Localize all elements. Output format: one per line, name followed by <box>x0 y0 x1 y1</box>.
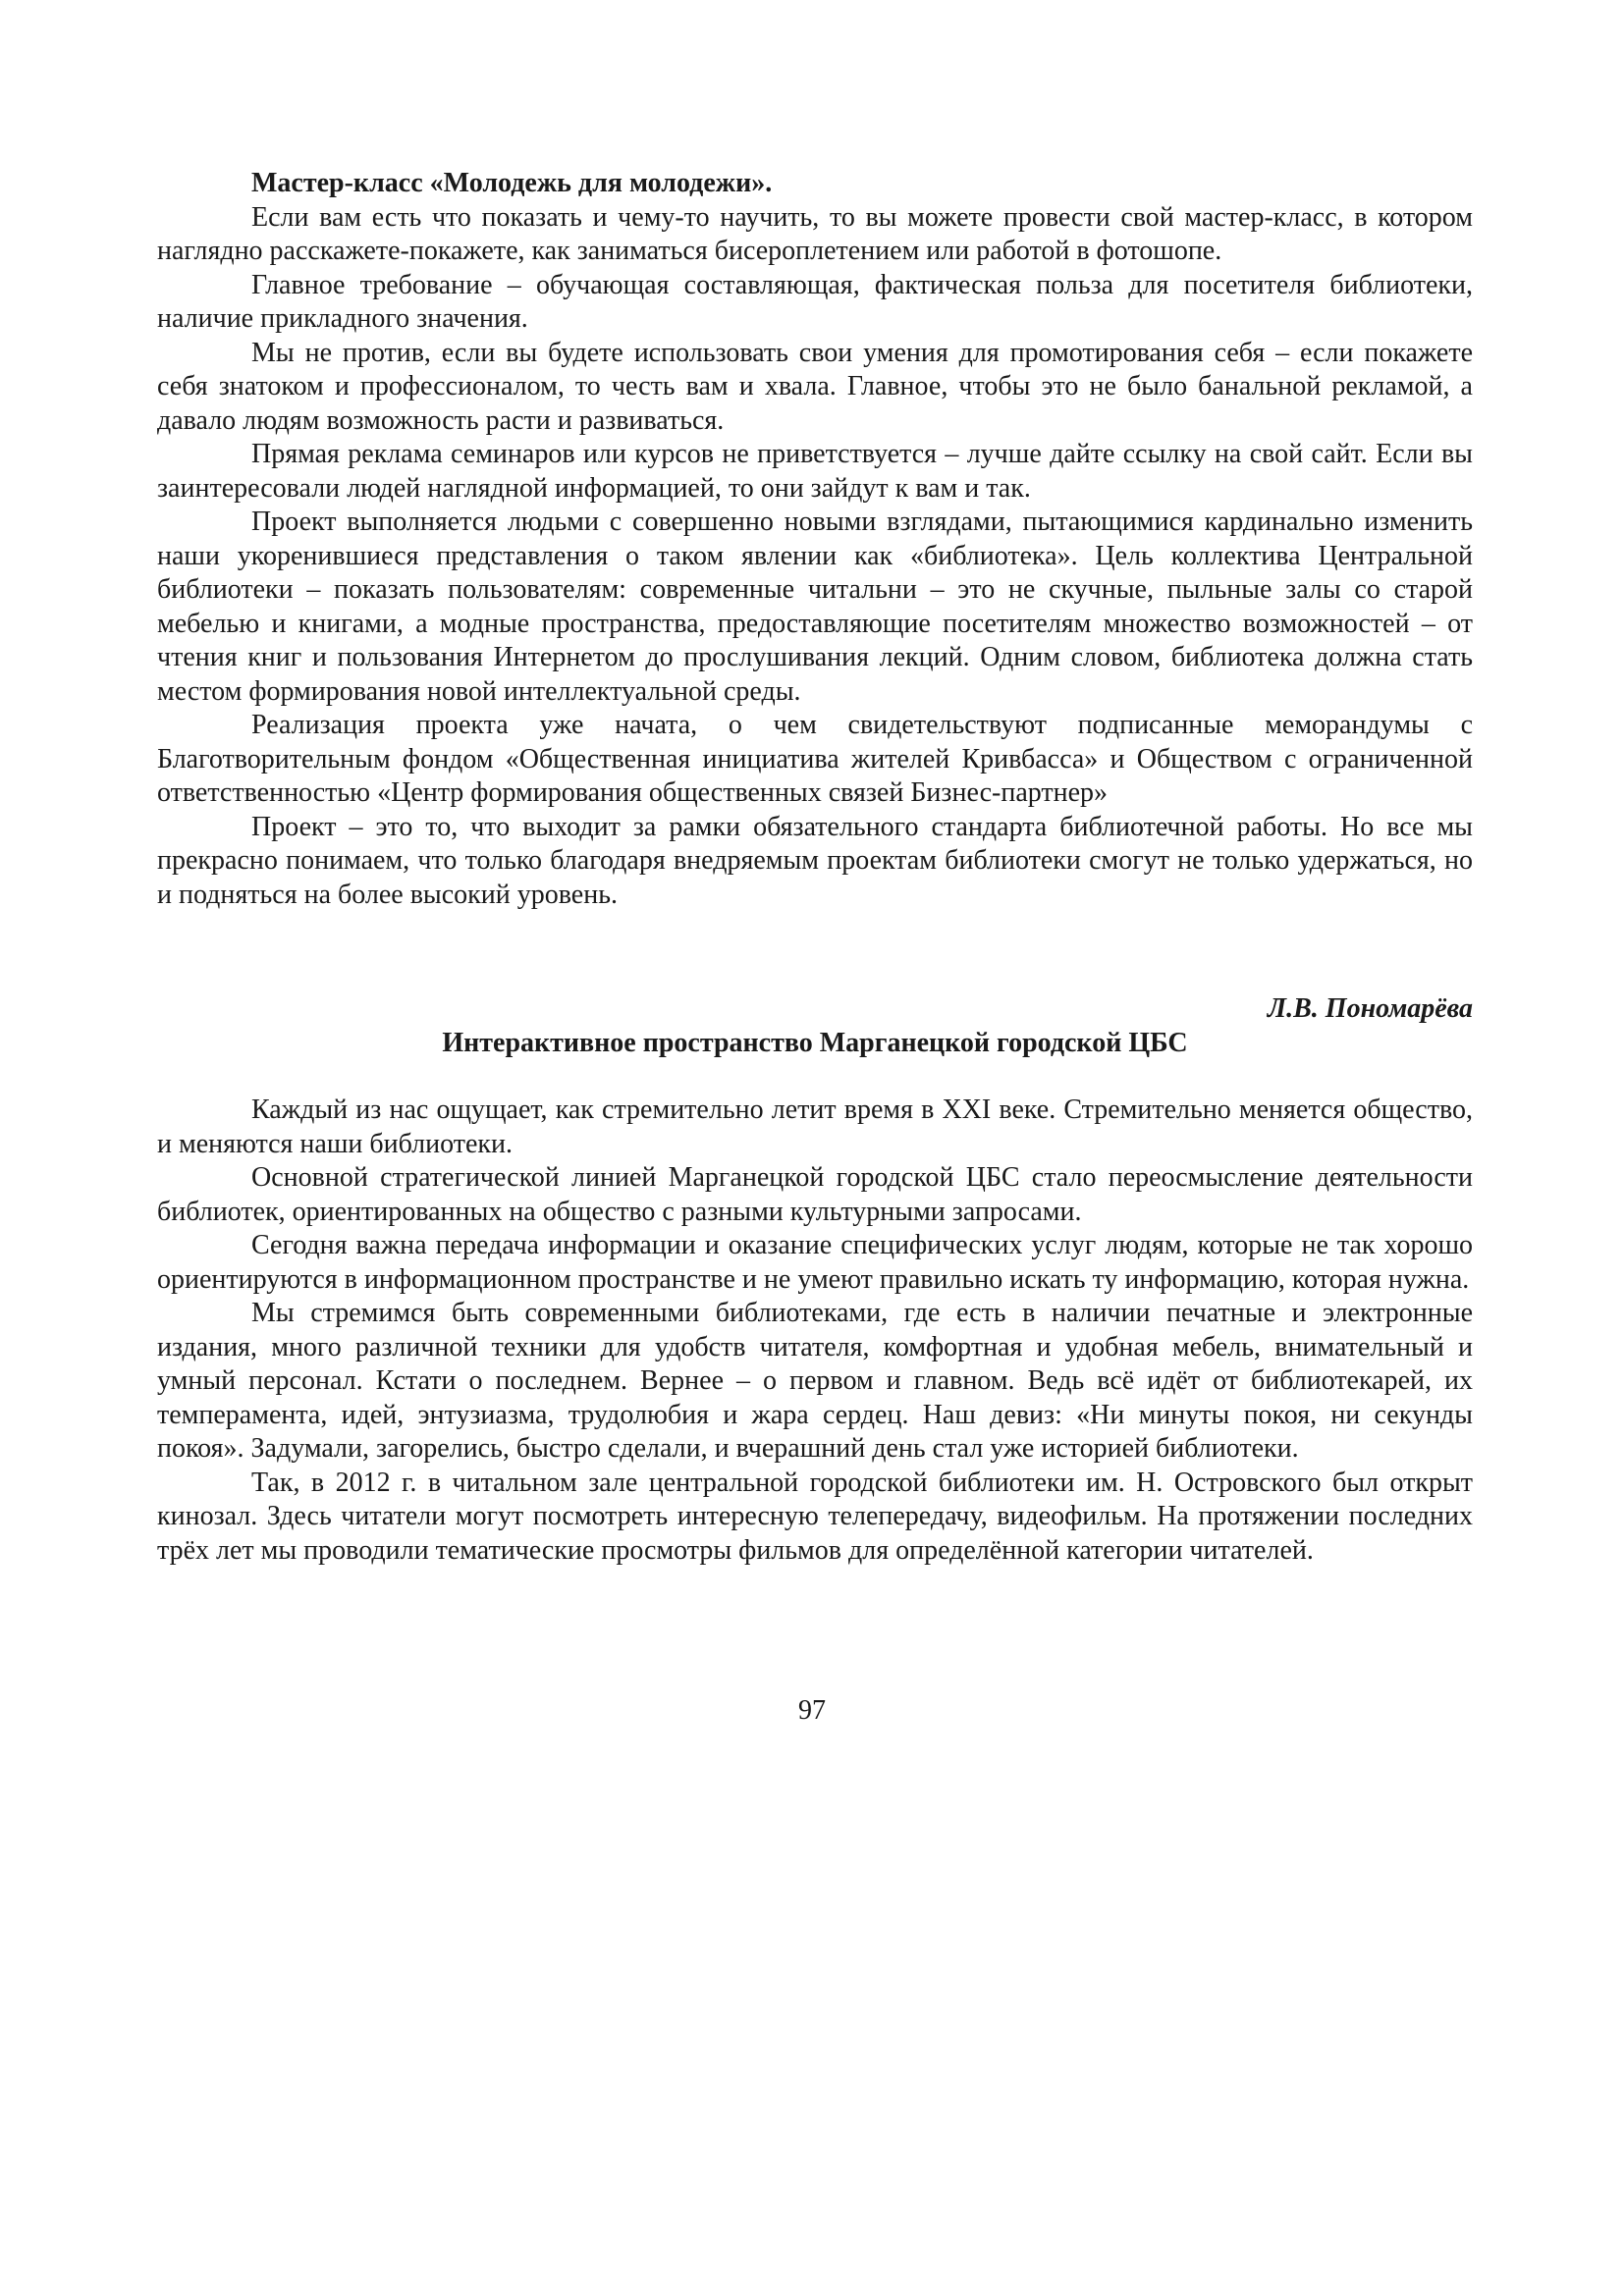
paragraph: Сегодня важна передача информации и оказание специфических услуг людям, которые не так хорошо ориентируются в информационном пространстве и не умеют правильно искать ту информацию, которая нужна. <box>157 1230 1473 1295</box>
article-body <box>157 1094 1473 1568</box>
paragraph: Реализация проекта уже начата, о чем свидетельствуют подписанные меморандумы с Благотворительным фондом «Общественная инициатива жителей Кривбасса» и Обществом с ограниченной ответственностью «Центр формирования общественных связей Бизнес-партнер» <box>157 710 1473 808</box>
paragraph: Основной стратегической линией Марганецкой городской ЦБС стало переосмысление деятельности библиотек, ориентированных на общество с разными культурными запросами. <box>157 1162 1473 1227</box>
paragraph: Прямая реклама семинаров или курсов не приветствуется – лучше дайте ссылку на свой сайт. Если вы заинтересовали людей наглядной информацией, то они зайдут к вам и так. <box>157 439 1473 504</box>
article-author: Л.В. Пономарёва <box>1267 993 1473 1024</box>
paragraph: Если вам есть что показать и чему-то научить, то вы можете провести свой мастер-класс, в котором наглядно расскажете-покажете, как заниматься бисероплетением или работой в фотошопе. <box>157 201 1473 266</box>
paragraph: Проект – это то, что выходит за рамки обязательного стандарта библиотечной работы. Но все мы прекрасно понимаем, что только благодаря внедряемым проектам библиотеки смогут не только удержаться, но и подняться на более высокий уровень. <box>157 811 1473 910</box>
paragraph: Мы не против, если вы будете использовать свои умения для промотирования себя – если покажете себя знатоком и профессионалом, то честь вам и хвала. Главное, чтобы это не было банальной рекламой, а давало людям возможность расти и развиваться. <box>157 337 1473 436</box>
paragraph: Проект выполняется людьми с совершенно новыми взглядами, пытающимися кардинально изменить наши укоренившиеся представления о таком явлении как «библиотека». Цель коллектива Центральной библиотеки – показать пользователям: современные читальни – это не скучные, пыльные залы со старой мебелью и книгами, а модные пространства, предоставляющие посетителям множество возможностей – от чтения книг и пользования Интернетом до прослушивания лекций. Одним словом, библиотека должна стать местом формирования новой интеллектуальной среды. <box>157 507 1473 707</box>
paragraph: Каждый из нас ощущает, как стремительно летит время в XXI веке. Стремительно меняется общество, и меняются наши библиотеки. <box>157 1095 1473 1159</box>
paragraph: Мы стремимся быть современными библиотеками, где есть в наличии печатные и электронные издания, много различной техники для удобств читателя, комфортная и удобная мебель, внимательный и умный персонал. Кстати о последнем. Вернее – о первом и главном. Ведь всё идёт от библиотекарей, их темперамента, идей, энтузиазма, трудолюбия и жара сердец. Наш девиз: «Ни минуты покоя, ни секунды покоя». Задумали, загорелись, быстро сделали, и вчерашний день стал уже историей библиотеки. <box>157 1298 1473 1464</box>
page-number: 97 <box>798 1695 826 1726</box>
paragraph: Так, в 2012 г. в читальном зале центральной городской библиотеки им. Н. Островского был открыт кинозал. Здесь читатели могут посмотреть интересную телепередачу, видеофильм. На протяжении последних трёх лет мы проводили тематические просмотры фильмов для определённой категории читателей. <box>157 1467 1473 1566</box>
paragraph: Главное требование – обучающая составляющая, фактическая польза для посетителя библиотеки, наличие прикладного значения. <box>157 269 1473 334</box>
article-title: Интерактивное пространство Марганецкой городской ЦБС <box>442 1027 1188 1058</box>
document-page <box>157 167 1473 1568</box>
section-title: Мастер-класс «Молодежь для молодежи». <box>251 168 773 198</box>
